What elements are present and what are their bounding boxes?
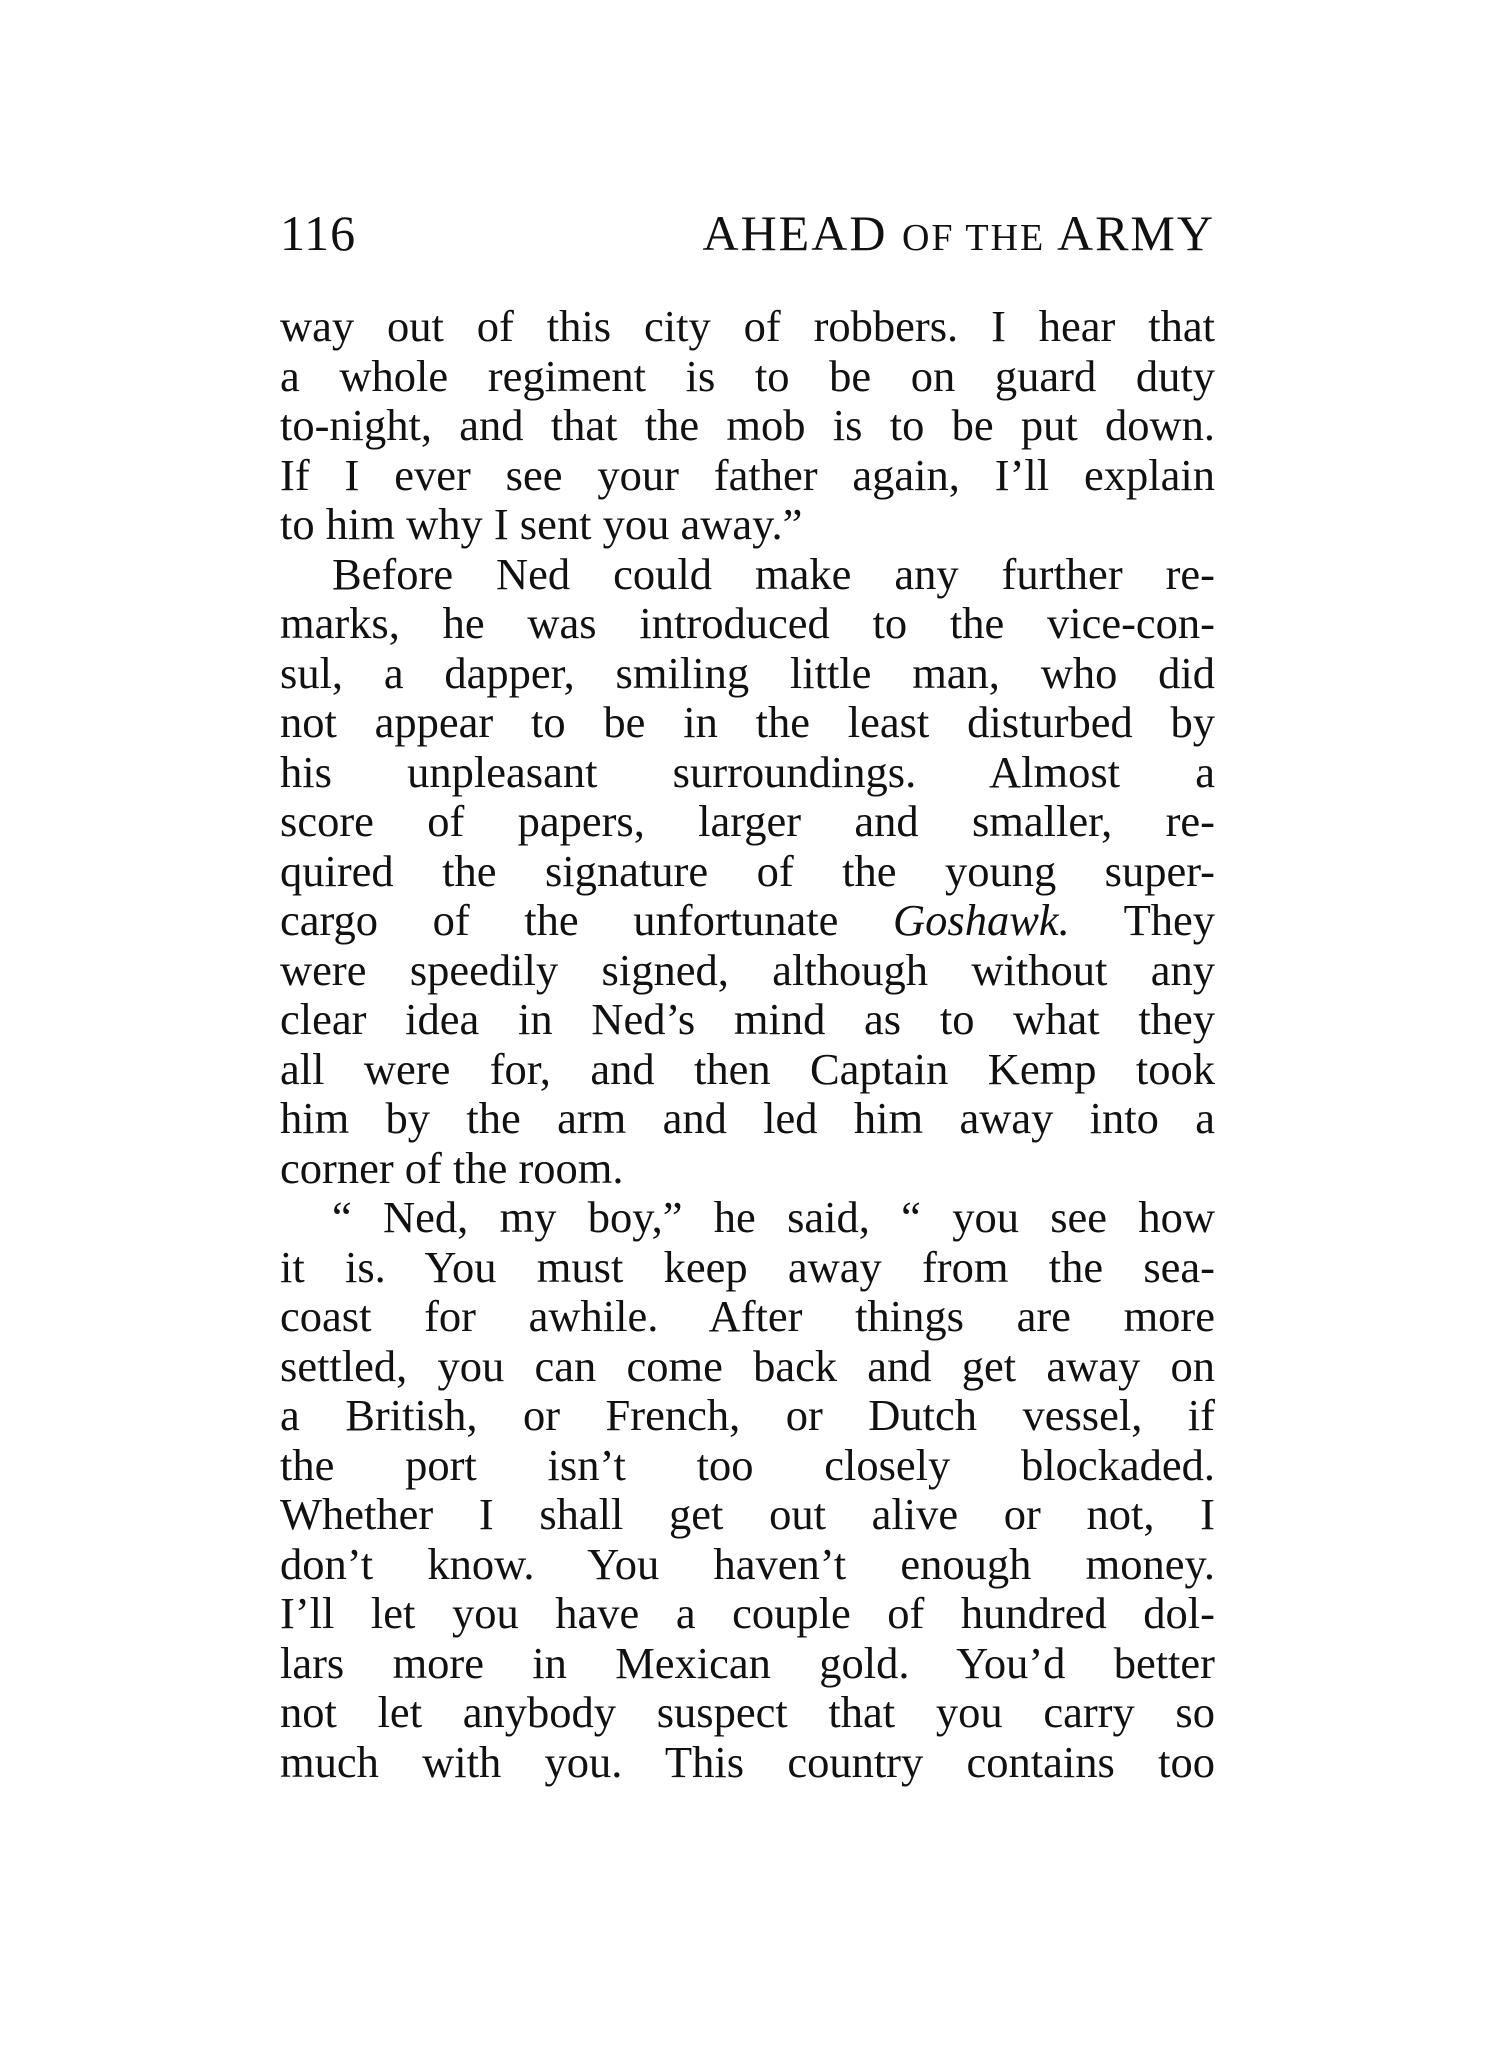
- text-line: settled, you can come back and get away on: [280, 1340, 1215, 1391]
- text-line: were speedily signed, although without any: [280, 944, 1215, 995]
- text-line: a whole regiment is to be on guard duty: [280, 350, 1215, 401]
- text-line: to him why I sent you away.”: [280, 499, 803, 549]
- text-line: marks, he was introduced to the vice-con-: [280, 598, 1215, 648]
- text-line: corner of the room.: [280, 1142, 624, 1193]
- text-line: way out of this city of robbers. I hear that: [280, 301, 1215, 351]
- running-title-word-ahead: AHEAD: [702, 205, 888, 261]
- page-header: [280, 198, 1215, 268]
- text-line: quired the signature of the young super-: [280, 845, 1215, 896]
- ship-name: Goshawk.: [893, 895, 1070, 945]
- paragraph-start-line: “ Ned, my boy,” he said, “ you see how: [332, 1192, 1215, 1242]
- text-line: him by the arm and led him away into a: [280, 1093, 1215, 1143]
- text-line: not appear to be in the least disturbed by: [280, 697, 1215, 747]
- paragraph-start-line: Before Ned could make any further re-: [332, 548, 1215, 599]
- text-line: [280, 896, 1215, 946]
- text-line: don’t know. You haven’t enough money.: [280, 1538, 1215, 1589]
- text-line: the port isn’t too closely blockaded.: [280, 1439, 1215, 1490]
- text-line: If I ever see your father again, I’ll explain: [280, 449, 1215, 500]
- body-text: [280, 302, 1215, 1787]
- text-line: not let anybody suspect that you carry so: [280, 1687, 1215, 1737]
- text-line: all were for, and then Captain Kemp took: [280, 1043, 1215, 1094]
- text-segment: They: [1123, 895, 1216, 945]
- text-line: a British, or French, or Dutch vessel, if: [280, 1390, 1215, 1440]
- text-segment: cargo of the unfortunate: [280, 895, 839, 945]
- running-title: [702, 198, 1215, 273]
- text-line: to-night, and that the mob is to be put down.: [280, 400, 1215, 450]
- text-line: lars more in Mexican gold. You’d better: [280, 1637, 1215, 1688]
- text-line: I’ll let you have a couple of hundred dol-: [280, 1588, 1215, 1638]
- text-line: clear idea in Ned’s mind as to what they: [280, 994, 1215, 1044]
- running-title-word-of-the: OF THE: [901, 217, 1046, 259]
- text-line: it is. You must keep away from the sea-: [280, 1241, 1215, 1292]
- text-line: Whether I shall get out alive or not, I: [280, 1489, 1215, 1539]
- text-line: sul, a dapper, smiling little man, who did: [280, 647, 1215, 698]
- text-line: coast for awhile. After things are more: [280, 1291, 1215, 1341]
- text-line: much with you. This country contains too: [280, 1736, 1215, 1787]
- text-line: score of papers, larger and smaller, re-: [280, 796, 1215, 846]
- text-line: his unpleasant surroundings. Almost a: [280, 746, 1215, 797]
- page-number: 116: [280, 205, 357, 261]
- running-title-word-army: ARMY: [1056, 205, 1215, 261]
